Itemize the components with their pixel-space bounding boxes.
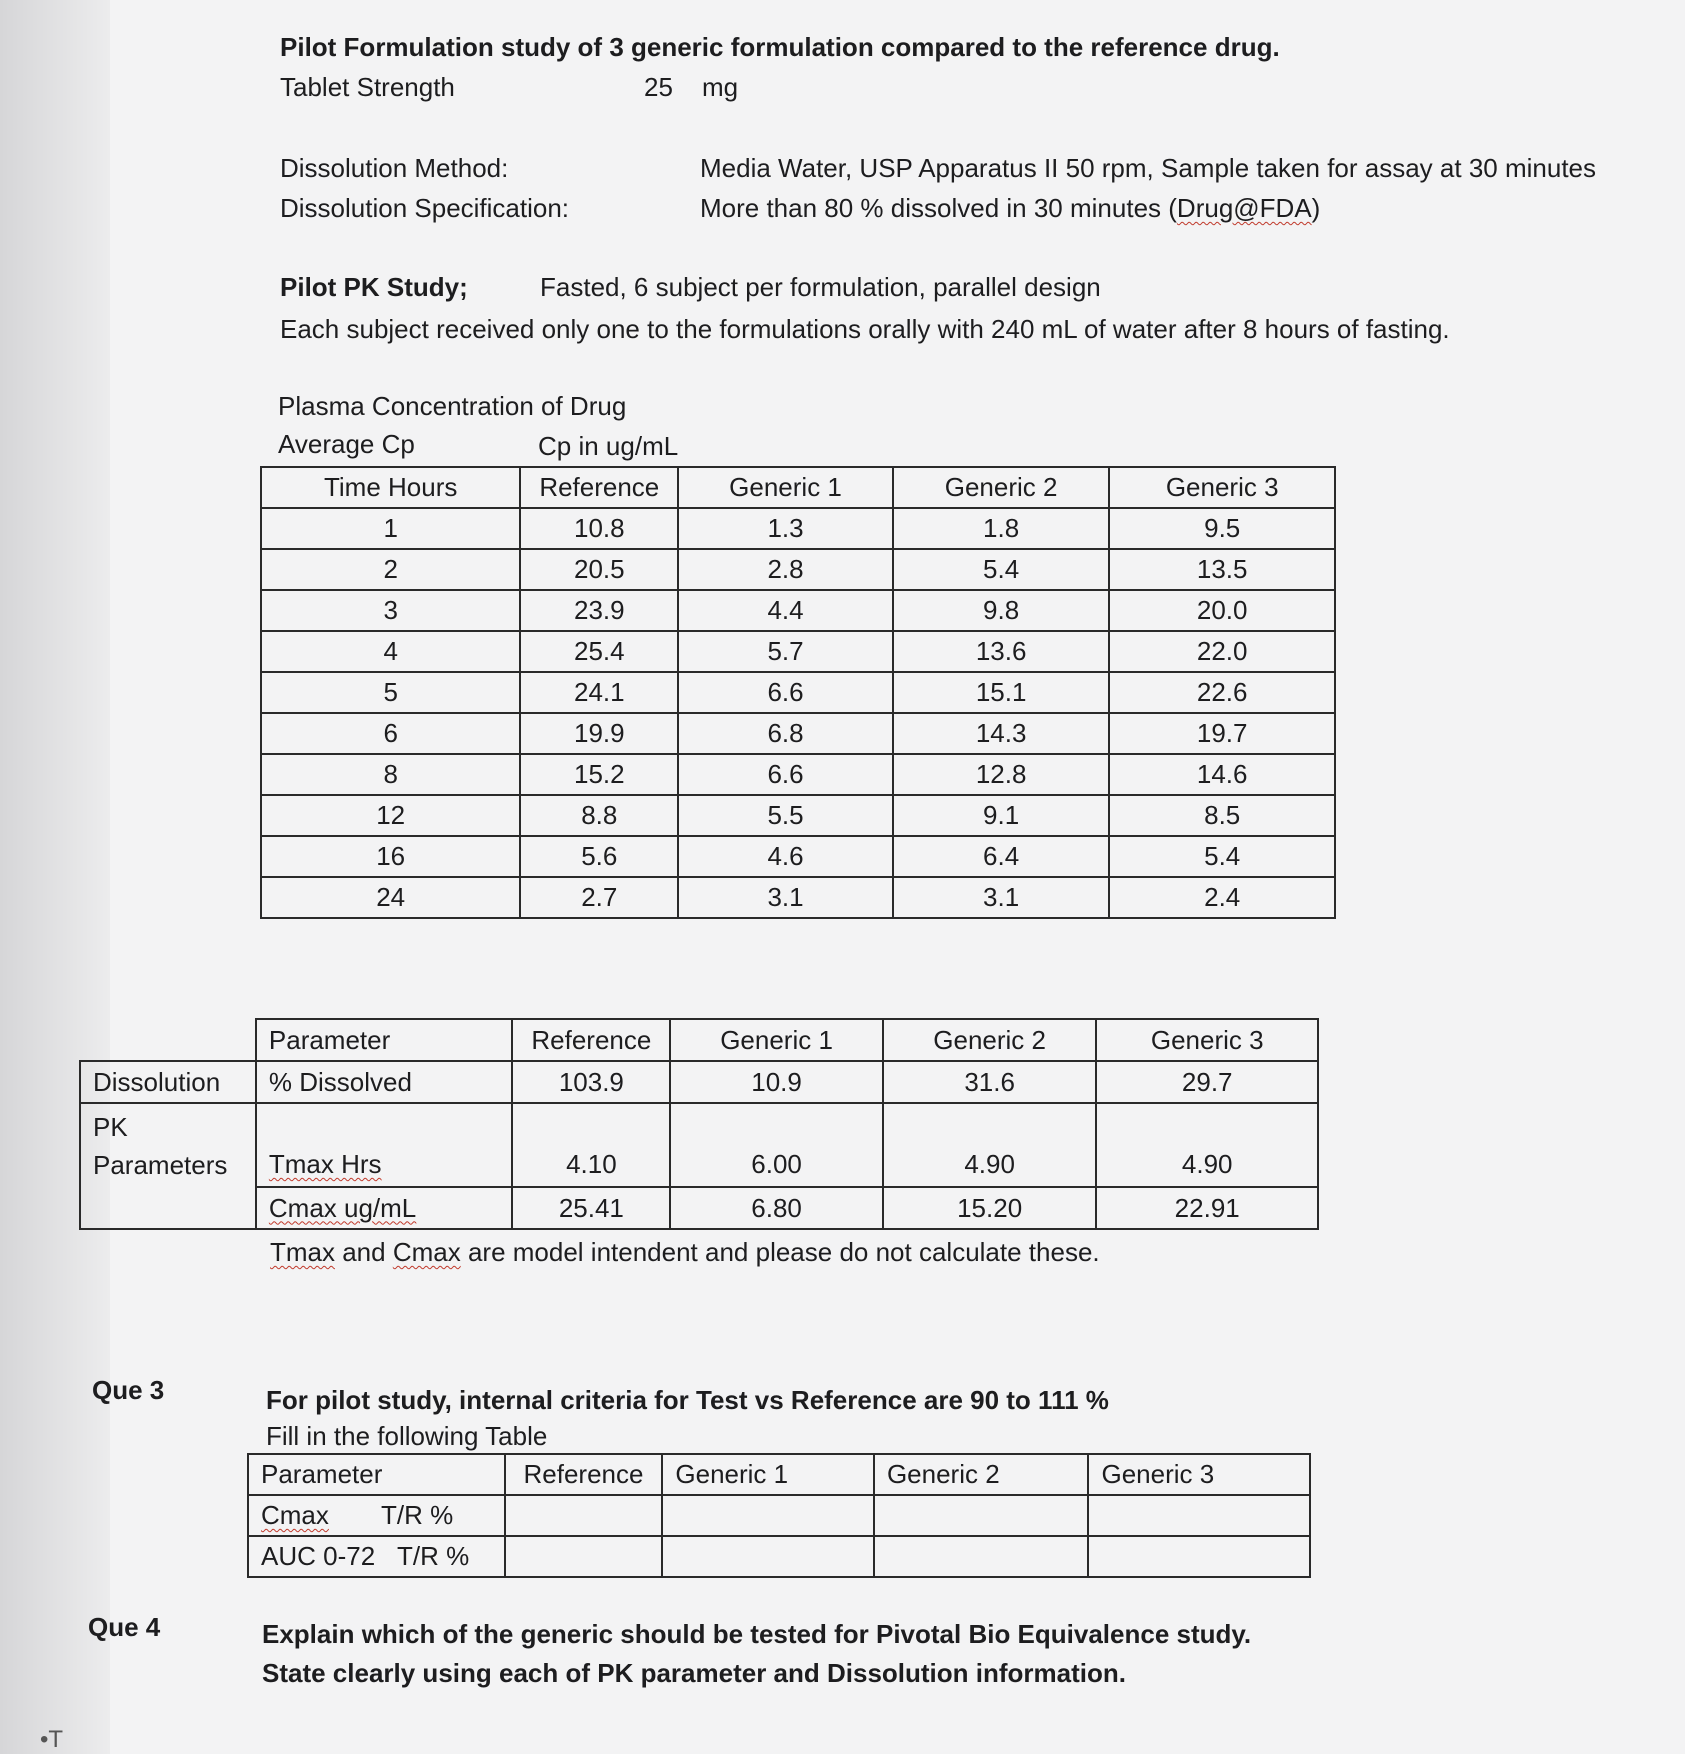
cmax-ratio-generic2[interactable] [874,1495,1089,1536]
cmax-label: Cmax ug/mL [256,1187,513,1229]
auc-ratio-generic2[interactable] [874,1536,1089,1577]
page-shadow [0,0,110,1754]
cp-cell-reference: 2.7 [520,877,678,918]
cp-row [261,713,1335,754]
cp-row [261,590,1335,631]
cp-cell-generic1: 6.8 [678,713,893,754]
cmax-ratio-generic3[interactable] [1088,1495,1310,1536]
cp-row [261,836,1335,877]
cp-cell-generic3: 2.4 [1109,877,1335,918]
dissolution-spec-value: More than 80 % dissolved in 30 minutes (Drug@FDA) [700,193,1321,223]
model-note: Tmax and Cmax are model intendent and please do not calculate these. [270,1237,1100,1267]
fill-header-row [248,1454,1310,1495]
dissolution-label: Dissolution [80,1061,256,1103]
cmax-generic1: 6.80 [670,1187,883,1229]
cp-row [261,508,1335,549]
pk-parameters-label: PK Parameters [80,1103,256,1229]
tmax-generic2: 4.90 [883,1103,1097,1187]
cmax-ratio-row [248,1495,1310,1536]
cmax-ratio-reference[interactable] [505,1495,663,1536]
cp-cell-generic2: 13.6 [893,631,1110,672]
cp-cell-reference: 15.2 [520,754,678,795]
cp-cell-time: 8 [261,754,520,795]
cp-cell-time: 16 [261,836,520,877]
cp-cell-time: 2 [261,549,520,590]
cp-cell-reference: 8.8 [520,795,678,836]
cp-cell-generic2: 6.4 [893,836,1110,877]
cp-cell-generic2: 14.3 [893,713,1110,754]
cmax-ratio-generic1[interactable] [662,1495,874,1536]
cp-cell-generic1: 1.3 [678,508,893,549]
drugfda-reference: Drug@FDA [1176,193,1312,223]
que3-criteria: For pilot study, internal criteria for Test vs Reference are 90 to 111 % [266,1385,1109,1415]
cp-cell-generic2: 12.8 [893,754,1110,795]
reference-header: Reference [512,1019,670,1061]
cp-header-generic2: Generic 2 [893,467,1110,508]
cp-cell-time: 6 [261,713,520,754]
tmax-generic1: 6.00 [670,1103,883,1187]
cmax-generic3: 22.91 [1096,1187,1318,1229]
cp-cell-reference: 24.1 [520,672,678,713]
cp-cell-reference: 5.6 [520,836,678,877]
cp-header-time: Time Hours [261,467,520,508]
pk-parameter-table [79,1018,1319,1230]
cp-cell-generic1: 5.5 [678,795,893,836]
fill-generic2-header: Generic 2 [874,1454,1089,1495]
cp-cell-generic2: 9.8 [893,590,1110,631]
cp-cell-generic2: 9.1 [893,795,1110,836]
empty-cell [80,1019,256,1061]
auc-ratio-generic1[interactable] [662,1536,874,1577]
cmax-ratio-label: Cmax T/R % [248,1495,505,1536]
tmax-label: Tmax Hrs [256,1103,513,1187]
pk-header-row [80,1019,1318,1061]
dissolution-row [80,1061,1318,1103]
cp-cell-generic1: 2.8 [678,549,893,590]
cp-cell-generic1: 6.6 [678,754,893,795]
dissolved-generic2: 31.6 [883,1061,1097,1103]
cmax-reference: 25.41 [512,1187,670,1229]
auc-ratio-reference[interactable] [505,1536,663,1577]
tmax-row [80,1103,1318,1187]
auc-ratio-generic3[interactable] [1088,1536,1310,1577]
cp-row [261,549,1335,590]
cp-header-generic1: Generic 1 [678,467,893,508]
cp-cell-generic3: 8.5 [1109,795,1335,836]
que3-instruction: Fill in the following Table [266,1421,548,1451]
dissolution-method-value: Media Water, USP Apparatus II 50 rpm, Sample taken for assay at 30 minutes [700,153,1596,183]
generic2-header: Generic 2 [883,1019,1097,1061]
cp-cell-generic1: 5.7 [678,631,893,672]
cp-cell-time: 3 [261,590,520,631]
cp-cell-generic2: 3.1 [893,877,1110,918]
cp-cell-generic3: 5.4 [1109,836,1335,877]
plasma-title: Plasma Concentration of Drug [278,391,627,421]
auc-ratio-row [248,1536,1310,1577]
tmax-reference: 4.10 [512,1103,670,1187]
cp-row [261,672,1335,713]
dissolution-method-label: Dissolution Method: [280,153,509,183]
pk-study-design: Fasted, 6 subject per formulation, parallel design [540,272,1101,302]
que4-line1: Explain which of the generic should be tested for Pivotal Bio Equivalence study. [262,1619,1252,1649]
cp-row [261,795,1335,836]
que4-line2: State clearly using each of PK parameter and Dissolution information. [262,1658,1126,1688]
que3-label: Que 3 [92,1375,165,1405]
cp-cell-reference: 25.4 [520,631,678,672]
dissolved-generic3: 29.7 [1096,1061,1318,1103]
cp-unit-label: Cp in ug/mL [538,431,679,461]
cp-cell-reference: 10.8 [520,508,678,549]
cp-row [261,631,1335,672]
cp-cell-reference: 20.5 [520,549,678,590]
dissolved-label: % Dissolved [256,1061,513,1103]
dissolved-generic1: 10.9 [670,1061,883,1103]
cp-cell-reference: 23.9 [520,590,678,631]
cp-cell-generic2: 5.4 [893,549,1110,590]
cp-row [261,754,1335,795]
average-cp-label: Average Cp [278,429,415,459]
fill-parameter-header: Parameter [248,1454,505,1495]
pk-study-label: Pilot PK Study; [280,272,468,302]
cp-header-row [261,467,1335,508]
fill-generic1-header: Generic 1 [662,1454,874,1495]
strength-label: Tablet Strength [280,72,455,102]
cp-cell-generic3: 9.5 [1109,508,1335,549]
cp-cell-time: 5 [261,672,520,713]
cp-cell-time: 12 [261,795,520,836]
cp-cell-generic2: 1.8 [893,508,1110,549]
strength-value: 25 [644,72,673,102]
margin-mark: •T [40,1726,64,1753]
cp-cell-generic1: 4.4 [678,590,893,631]
tmax-generic3: 4.90 [1096,1103,1318,1187]
tr-ratio-table [247,1453,1311,1578]
generic1-header: Generic 1 [670,1019,883,1061]
cp-cell-generic2: 15.1 [893,672,1110,713]
cp-cell-generic3: 14.6 [1109,754,1335,795]
cmax-generic2: 15.20 [883,1187,1097,1229]
cp-cell-generic3: 19.7 [1109,713,1335,754]
dissolved-reference: 103.9 [512,1061,670,1103]
cp-cell-generic3: 20.0 [1109,590,1335,631]
cp-row [261,877,1335,918]
generic3-header: Generic 3 [1096,1019,1318,1061]
cp-cell-generic3: 22.0 [1109,631,1335,672]
fill-generic3-header: Generic 3 [1088,1454,1310,1495]
cp-cell-generic1: 3.1 [678,877,893,918]
dissolution-spec-label: Dissolution Specification: [280,193,570,223]
cp-cell-time: 24 [261,877,520,918]
cp-cell-generic3: 13.5 [1109,549,1335,590]
cp-cell-reference: 19.9 [520,713,678,754]
cmax-row [80,1187,1318,1229]
cp-cell-generic1: 4.6 [678,836,893,877]
que4-label: Que 4 [88,1612,161,1642]
strength-unit: mg [702,72,739,102]
plasma-concentration-table [260,466,1336,919]
fill-reference-header: Reference [505,1454,663,1495]
cp-header-reference: Reference [520,467,678,508]
cp-cell-generic3: 22.6 [1109,672,1335,713]
pk-study-note: Each subject received only one to the formulations orally with 240 mL of water after 8 hours of fasting. [280,314,1450,344]
cp-cell-time: 1 [261,508,520,549]
cp-cell-time: 4 [261,631,520,672]
doc-title: Pilot Formulation study of 3 generic formulation compared to the reference drug. [280,32,1280,62]
parameter-header: Parameter [256,1019,513,1061]
cp-cell-generic1: 6.6 [678,672,893,713]
cp-header-generic3: Generic 3 [1109,467,1335,508]
auc-ratio-label: AUC 0-72 T/R % [248,1536,505,1577]
